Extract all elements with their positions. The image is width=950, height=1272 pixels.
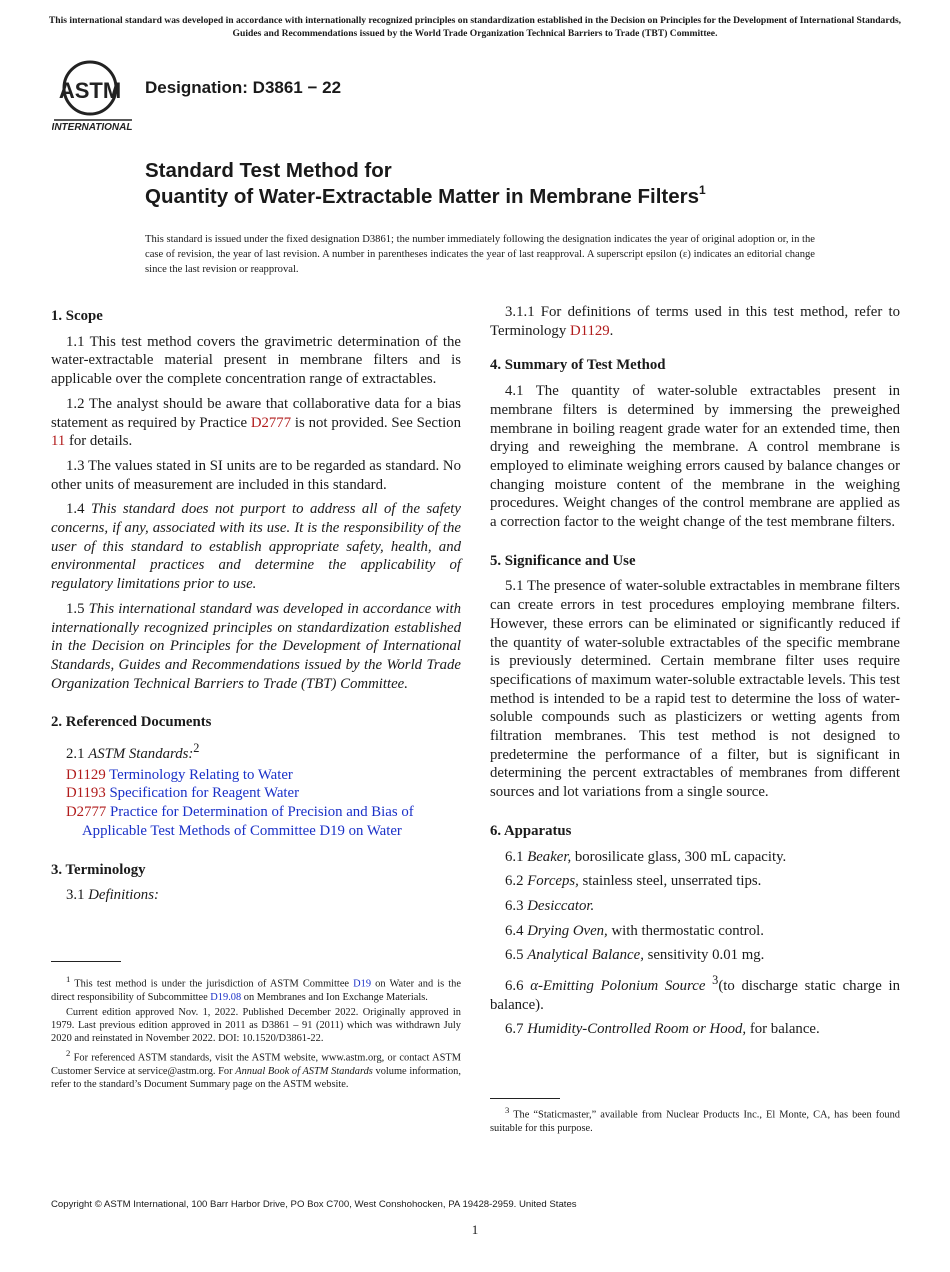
section-4-heading: 4. Summary of Test Method (490, 357, 666, 374)
reference-item[interactable]: D1193 Specification for Reagent Water (66, 785, 300, 802)
section-5-heading: 5. Significance and Use (490, 552, 636, 569)
footnote-rule (490, 1098, 560, 1099)
section-3-heading: 3. Terminology (51, 861, 146, 878)
designation: Designation: D3861 − 22 (145, 78, 342, 97)
section-6-heading: 6. Apparatus (490, 822, 572, 839)
footnote-rule (51, 961, 121, 962)
issuance-note: This standard is issued under the fixed designation D3861; the number immediately following the designation indicates the year of original adoption or, in the case of revision, the year of last revision. A number in parentheses indicates the year of last reapproval. A superscript epsilon (ε) indicates an editorial change since the last revision or reapproval. (145, 234, 815, 275)
paragraph-1-1: 1.1 This test method covers the gravimetric determination of the water-extractable material present in membrane filters and is applicable over the complete concentration range of extractables. (51, 333, 461, 388)
copyright-line: Copyright © ASTM International, 100 Barr Harbor Drive, PO Box C700, West Conshohocken, PA 19428-2959. United States (51, 1199, 577, 1210)
left-column (51, 303, 461, 911)
paragraph-1-3: 1.3 The values stated in SI units are to be regarded as standard. No other units of measurement are included in this standard. (51, 457, 461, 493)
paragraph-1-4: 1.4 This standard does not purport to address all of the safety concerns, if any, associated with its use. It is the responsibility of the user of this standard to establish appropriate safety, health, and environmental practices and determine the applicability of regulatory limitations prior to use. (51, 501, 461, 593)
committee-link-d19[interactable]: D19 (353, 978, 372, 990)
right-column (490, 303, 900, 1045)
apparatus-item: 6.4 Drying Oven, with thermostatic control. (505, 922, 764, 939)
apparatus-item: 6.1 Beaker, borosilicate glass, 300 mL capacity. (505, 848, 787, 865)
svg-text:INTERNATIONAL: INTERNATIONAL (52, 122, 133, 133)
footnote-1: $^1$ This test method is under the jurisdiction of ASTM Committee D19 on Water and is the direct responsibility of Subcommittee D19.08 on Membranes and Ion Exchange Materials. (51, 974, 461, 1003)
footnote-2: $^2$ For referenced ASTM standards, visit the ASTM website, www.astm.org, or contact ASTM Customer Service at service@astm.org. For Annual Book of ASTM Standards volume information, refer to the standard’s Document Summary page on the ASTM website. (51, 1048, 461, 1091)
title-line-2: Quantity of Water-Extractable Matter in Membrane Filters$^1$ (145, 183, 706, 208)
section-link-11[interactable]: 11 (51, 433, 66, 450)
svg-text:ASTM: ASTM (58, 78, 122, 103)
document-title (145, 158, 905, 210)
apparatus-item: 6.6 α-Emitting Polonium Source $^3$(to discharge static charge in balance). (490, 973, 900, 1013)
footnote-3: $^3$ The “Staticmaster,” available from Nuclear Products Inc., El Monte, CA, has been found suitable for this purpose. (490, 1105, 900, 1134)
ref-link-d1129[interactable]: D1129 (569, 322, 610, 339)
ref-link-d2777[interactable]: D2777 (250, 414, 292, 431)
reference-item[interactable]: D1129 Terminology Relating to Water (66, 766, 293, 783)
paragraph-4-1: 4.1 The quantity of water-soluble extractables present in membrane filters is determined by immersing the preweighed membrane in boiling reagent grade water for an extended time, then drying and reweighing the membrane. A control membrane is employed to eliminate weighing errors caused by balance changes or changing moisture content of the membrane in the weighing procedures. Weight changes of the control membrane are applied as a correction factor to the weight change of the test membrane filters. (490, 383, 900, 531)
footnote-1-edition: Current edition approved Nov. 1, 2022. Published December 2022. Originally approved in 1979. Last previous edition approved in 2011 as D3861 – 91 (2011) which was withdrawn July 2020 and reinstated in November 2022. DOI: 10.1520/D3861-22. (51, 1006, 461, 1045)
apparatus-item: 6.3 Desiccator. (505, 897, 595, 914)
paragraph-1-5: 1.5 This international standard was developed in accordance with internationally recognized principles on standardization established in the Decision on Principles for the Development of International Standards, Guides and Recommendations issued by the World Trade Organization Technical Barriers to Trade (TBT) Committee. (51, 600, 461, 692)
paragraph-2-1: 2.1 ASTM Standards:$^2$ (66, 741, 200, 762)
title-footnote-mark: 1 (699, 183, 706, 197)
apparatus-item: 6.2 Forceps, stainless steel, unserrated tips. (505, 873, 762, 890)
page-number: 1 (471, 1222, 479, 1237)
section-1-heading: 1. Scope (51, 308, 103, 324)
title-line-1: Standard Test Method for (145, 159, 392, 182)
paragraph-1-2: 1.2 The analyst should be aware that collaborative data for a bias statement as required by Practice D2777 is not provided. See Section 11 for details. (51, 395, 461, 450)
top-notice: This international standard was developed in accordance with internationally recognized principles on standardization established in the Decision on Principles for the Development of International Standards, Guides and Recommendations issued by the World Trade Organization Technical Barriers to Trade (TBT) Committee. (48, 15, 902, 39)
subcommittee-link-d19-08[interactable]: D19.08 (210, 991, 242, 1003)
footnotes-right (490, 1104, 900, 1137)
apparatus-item: 6.5 Analytical Balance, sensitivity 0.01 mg. (505, 947, 765, 964)
reference-item[interactable]: D2777 Practice for Determination of Precision and Bias of Applicable Test Methods of Committee D19 on Water (66, 804, 414, 839)
paragraph-5-1: 5.1 The presence of water-soluble extractables in membrane filters can create errors in test procedures employing membrane filters. However, these errors can be eliminated or significantly reduced if the quantity of water-soluble extractables of the specific membrane is previously determined. Certain membrane filter uses require specifications of maximum water-soluble extractable levels. This test method is intended to be a rapid test to determine the loss of water-soluble compounds such as plasticizers or wetting agents from filtration membranes. This test method is not designed to predetermine the performance of a filter, but is significant in determining the percent extractables of membranes from different sources and lot variations from a single source. (490, 578, 900, 801)
paragraph-3-1: 3.1 Definitions: (66, 887, 159, 904)
astm-logo (52, 58, 136, 134)
paragraph-3-1-1: 3.1.1 For definitions of terms used in this test method, refer to Terminology D1129. (490, 304, 900, 339)
footnotes-left (51, 973, 461, 1094)
section-2-heading: 2. Referenced Documents (51, 714, 212, 731)
apparatus-item: 6.7 Humidity-Controlled Room or Hood, for balance. (505, 1021, 820, 1038)
